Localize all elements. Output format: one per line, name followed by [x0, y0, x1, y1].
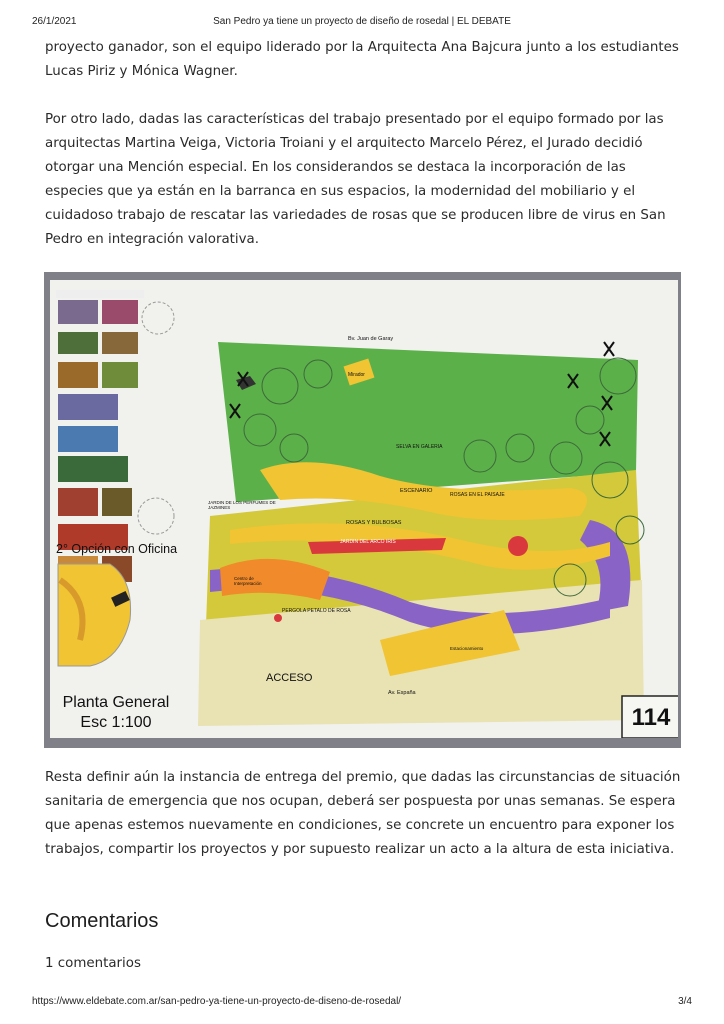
page-number: 3/4	[678, 996, 692, 1007]
print-date: 26/1/2021	[32, 16, 77, 27]
office-option-inset	[58, 564, 131, 666]
escenario-label: ESCENARIO	[400, 488, 433, 494]
comments-heading: Comentarios	[45, 910, 159, 932]
perfumes-label: JARDIN DE LOS PERFUMES DE JAZMINES	[208, 500, 276, 510]
selva-label: SELVA EN GALERIA	[396, 444, 443, 450]
plan-title: Planta General	[62, 694, 170, 711]
street-top-label: Bv. Juan de Garay	[348, 336, 394, 342]
print-footer	[32, 996, 692, 1010]
site-plan-sheet	[50, 280, 678, 738]
street-bottom-label: Av. España	[388, 690, 416, 696]
estacionamiento-label: Estacionamiento	[450, 646, 484, 651]
article-paragraph-3: Resta definir aún la instancia de entrega del premio, que dadas las circunstancias de situación sanitaria de emergencia que nos ocupan, deberá ser pospuesta por unas semanas. Se espera que apenas estemos nuevamente en condiciones, se concrete un encuentro para exponer los trabajos, compartir los proyectos y por supuesto realizar un acto a la altura de esta iniciativa.	[45, 770, 681, 857]
centro-label: Centro de Interpretación	[234, 576, 262, 586]
print-page-title: San Pedro ya tiene un proyecto de diseño de rosedal | EL DEBATE	[213, 16, 511, 27]
office-option-label: 2° Opción con Oficina	[56, 542, 178, 556]
mirador-label: Mirador	[348, 372, 365, 378]
access-label: ACCESO	[266, 672, 313, 684]
page-url: https://www.eldebate.com.ar/san-pedro-ya-tiene-un-proyecto-de-diseno-de-rosedal/	[32, 996, 402, 1007]
article-paragraph-2: Por otro lado, dadas las características del trabajo presentado por el equipo formado por las arquitectas Martina Veiga, Victoria Troiani y el arquitecto Marcelo Pérez, el Jurado decidió otorgar una Mención especial. En los considerandos se destaca la incorporación de las especies que ya están en la barranca en sus espacios, la modernidad del mobiliario y el cuidadoso trabajo de rescatar las variedades de rosas que se producen libre de virus en San Pedro en integración valorativa.	[45, 112, 666, 247]
print-header	[32, 16, 692, 30]
sheet-number: 114	[631, 704, 671, 731]
arco-iris-label: JARDIN DEL ARCO IRIS	[340, 539, 396, 545]
comments-count[interactable]: 1 comentarios	[45, 956, 141, 971]
site-plan-drawing	[50, 280, 678, 738]
rosas-paisaje-label: ROSAS EN EL PAISAJE	[450, 492, 505, 498]
plan-scale: Esc 1:100	[80, 714, 152, 731]
pergola-label: PERGOLA PETALO DE ROSA	[282, 608, 351, 614]
species-photo-column	[56, 290, 174, 582]
article-paragraph-1: proyecto ganador, son el equipo liderado por la Arquitecta Ana Bajcura junto a los estudiantes Lucas Piriz y Mónica Wagner.	[45, 40, 679, 79]
site-plan-photo	[44, 272, 681, 748]
rosas-bulbosas-label: ROSAS Y BULBOSAS	[346, 520, 402, 526]
main-plan	[198, 342, 644, 726]
